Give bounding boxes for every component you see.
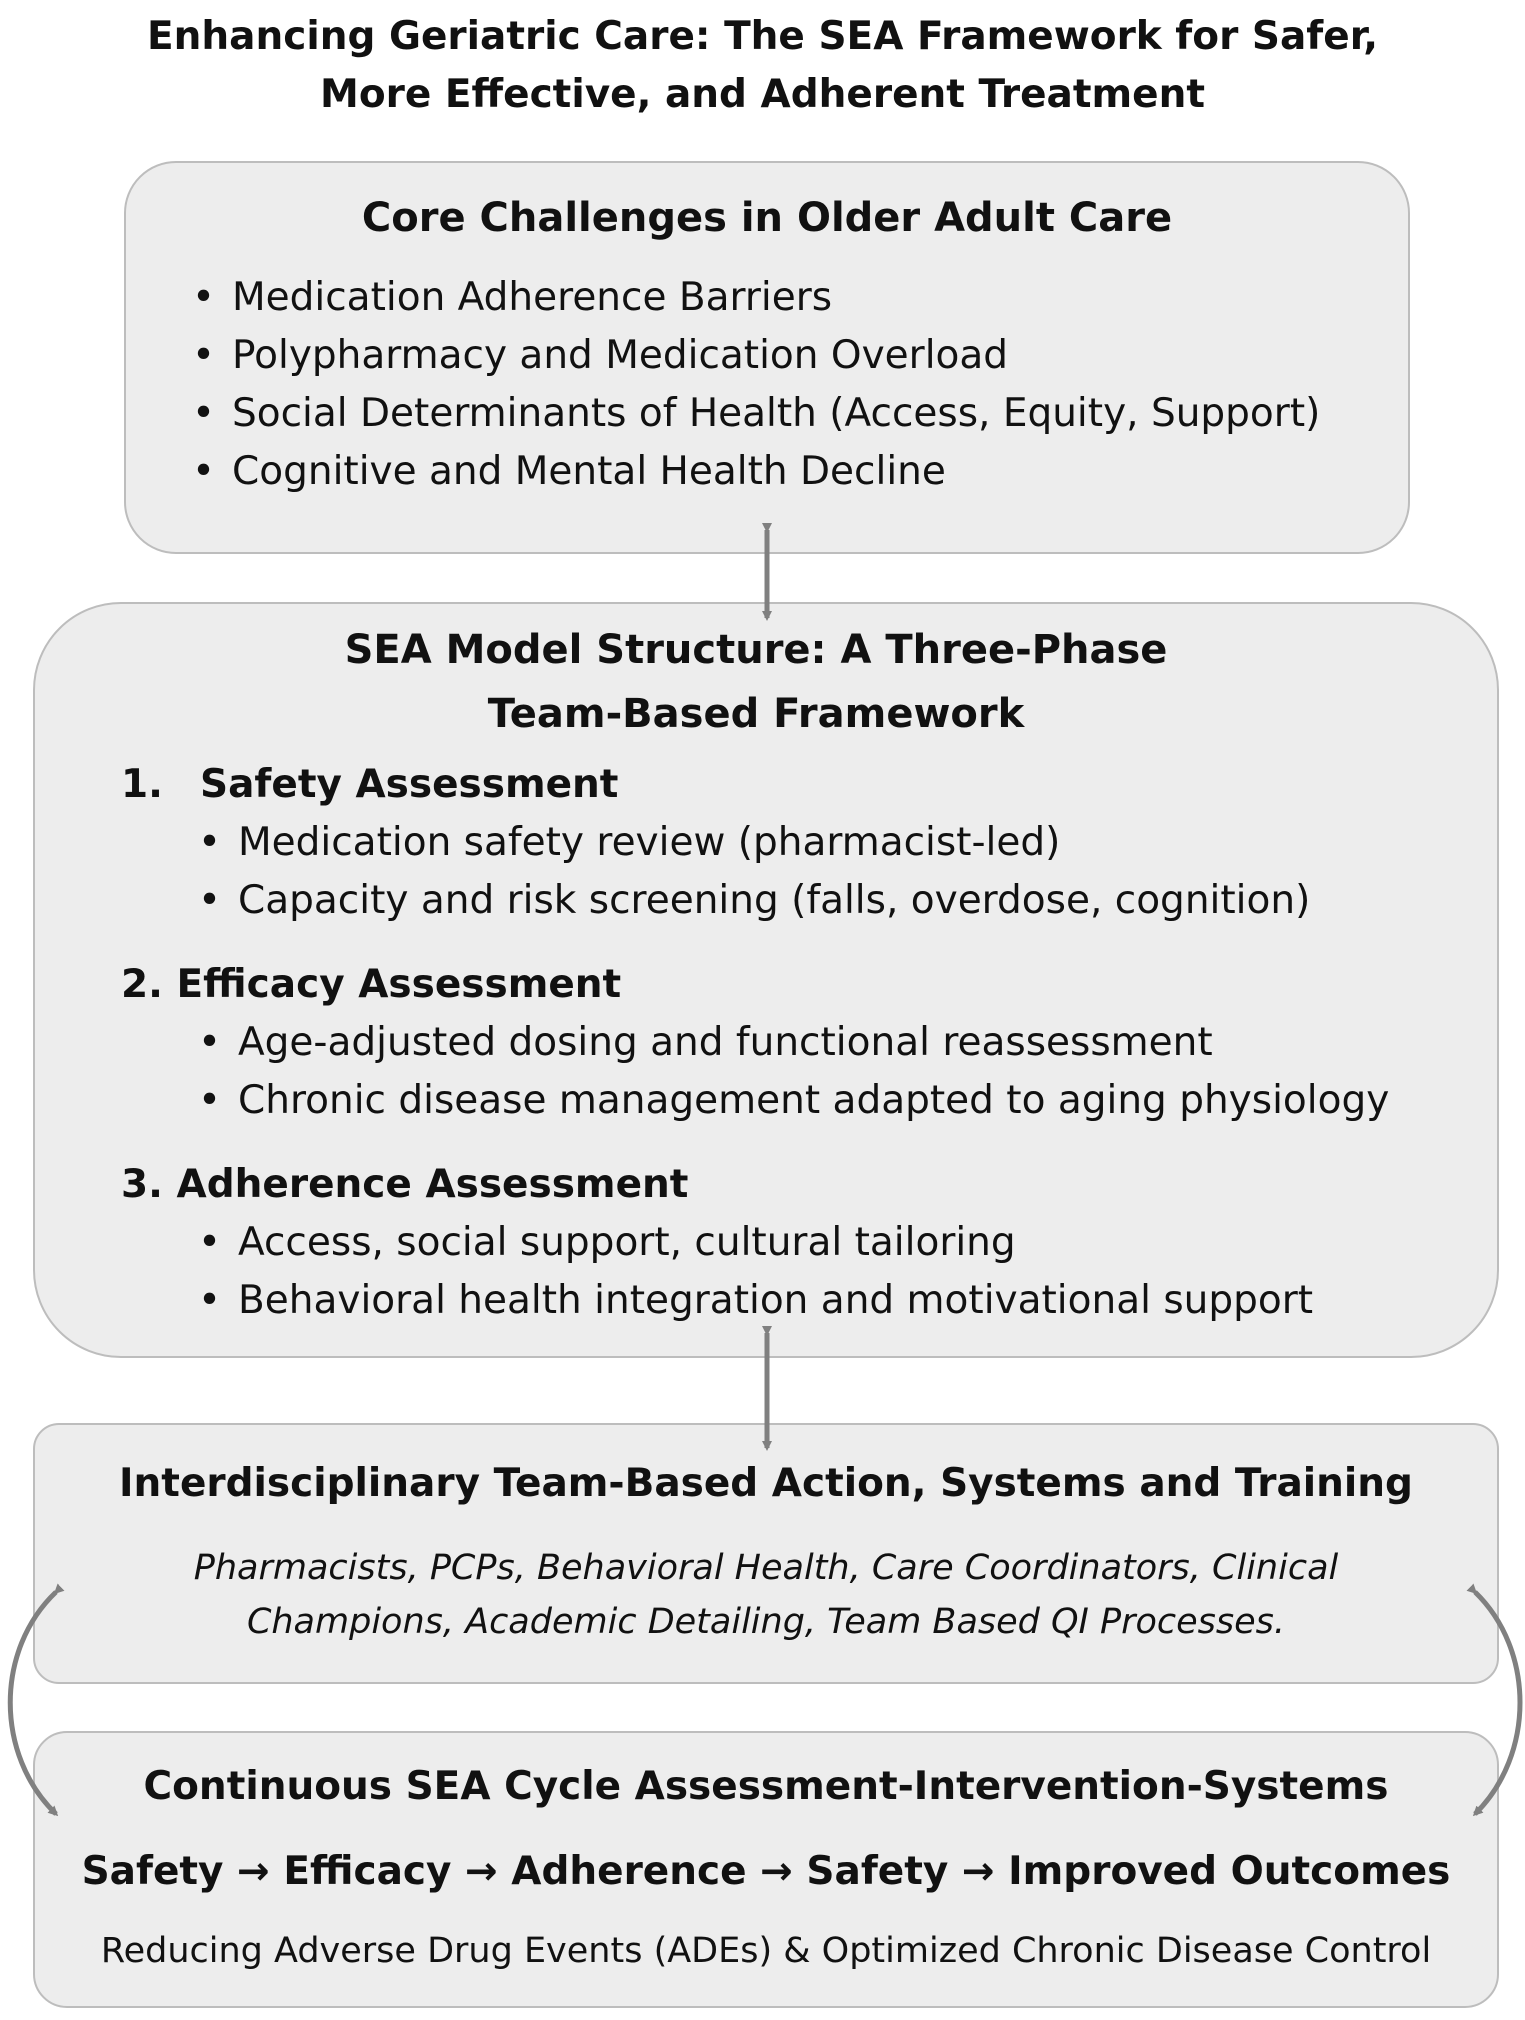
phase-item: • Capacity and risk screening (falls, overdose, cognition) xyxy=(198,872,1310,930)
challenge-item: • Medication Adherence Barriers xyxy=(192,269,1320,327)
phase-title: Efficacy Assessment xyxy=(176,962,622,1007)
phase-item: • Access, social support, cultural tailoring xyxy=(198,1214,1313,1272)
phase-item: • Medication safety review (pharmacist-led) xyxy=(198,814,1310,872)
sea-model-heading-line-1: SEA Model Structure: A Three-Phase xyxy=(344,627,1168,673)
phase-item: • Chronic disease management adapted to aging physiology xyxy=(198,1072,1389,1130)
team-members-line-2: Champions, Academic Detailing, Team Based QI Processes. xyxy=(246,1602,1286,1642)
phase-title: Safety Assessment xyxy=(200,762,619,807)
challenge-item: • Social Determinants of Health (Access, Equity, Support) xyxy=(192,385,1320,443)
phase-number: 2. xyxy=(121,962,163,1007)
cycle-outcome: Reducing Adverse Drug Events (ADEs) & Optimized Chronic Disease Control xyxy=(100,1931,1432,1971)
cycle-flow: Safety → Efficacy → Adherence → Safety → Improved Outcomes xyxy=(81,1849,1451,1894)
cycle-heading: Continuous SEA Cycle Assessment-Intervention-Systems xyxy=(143,1764,1389,1809)
phase-title: Adherence Assessment xyxy=(176,1162,689,1207)
sea-model-heading-line-2: Team-Based Framework xyxy=(487,691,1025,737)
challenge-item: • Polypharmacy and Medication Overload xyxy=(192,327,1320,385)
core-challenges-heading: Core Challenges in Older Adult Care xyxy=(361,195,1173,241)
team-members-line-1: Pharmacists, PCPs, Behavioral Health, Care Coordinators, Clinical xyxy=(193,1548,1339,1588)
phase-item: • Behavioral health integration and motivational support xyxy=(198,1272,1313,1330)
phase-number: 1. xyxy=(121,762,163,807)
phase-item: • Age-adjusted dosing and functional reassessment xyxy=(198,1014,1389,1072)
cycle-arrow-right xyxy=(1475,1592,1520,1814)
cycle-arrow-left xyxy=(10,1592,56,1814)
title-line-1: Enhancing Geriatric Care: The SEA Framework for Safer, xyxy=(146,14,1379,59)
challenge-item: • Cognitive and Mental Health Decline xyxy=(192,443,1320,501)
title-line-2: More Effective, and Adherent Treatment xyxy=(320,72,1205,117)
team-action-heading: Interdisciplinary Team-Based Action, Systems and Training xyxy=(119,1461,1413,1506)
phase-number: 3. xyxy=(121,1162,163,1207)
